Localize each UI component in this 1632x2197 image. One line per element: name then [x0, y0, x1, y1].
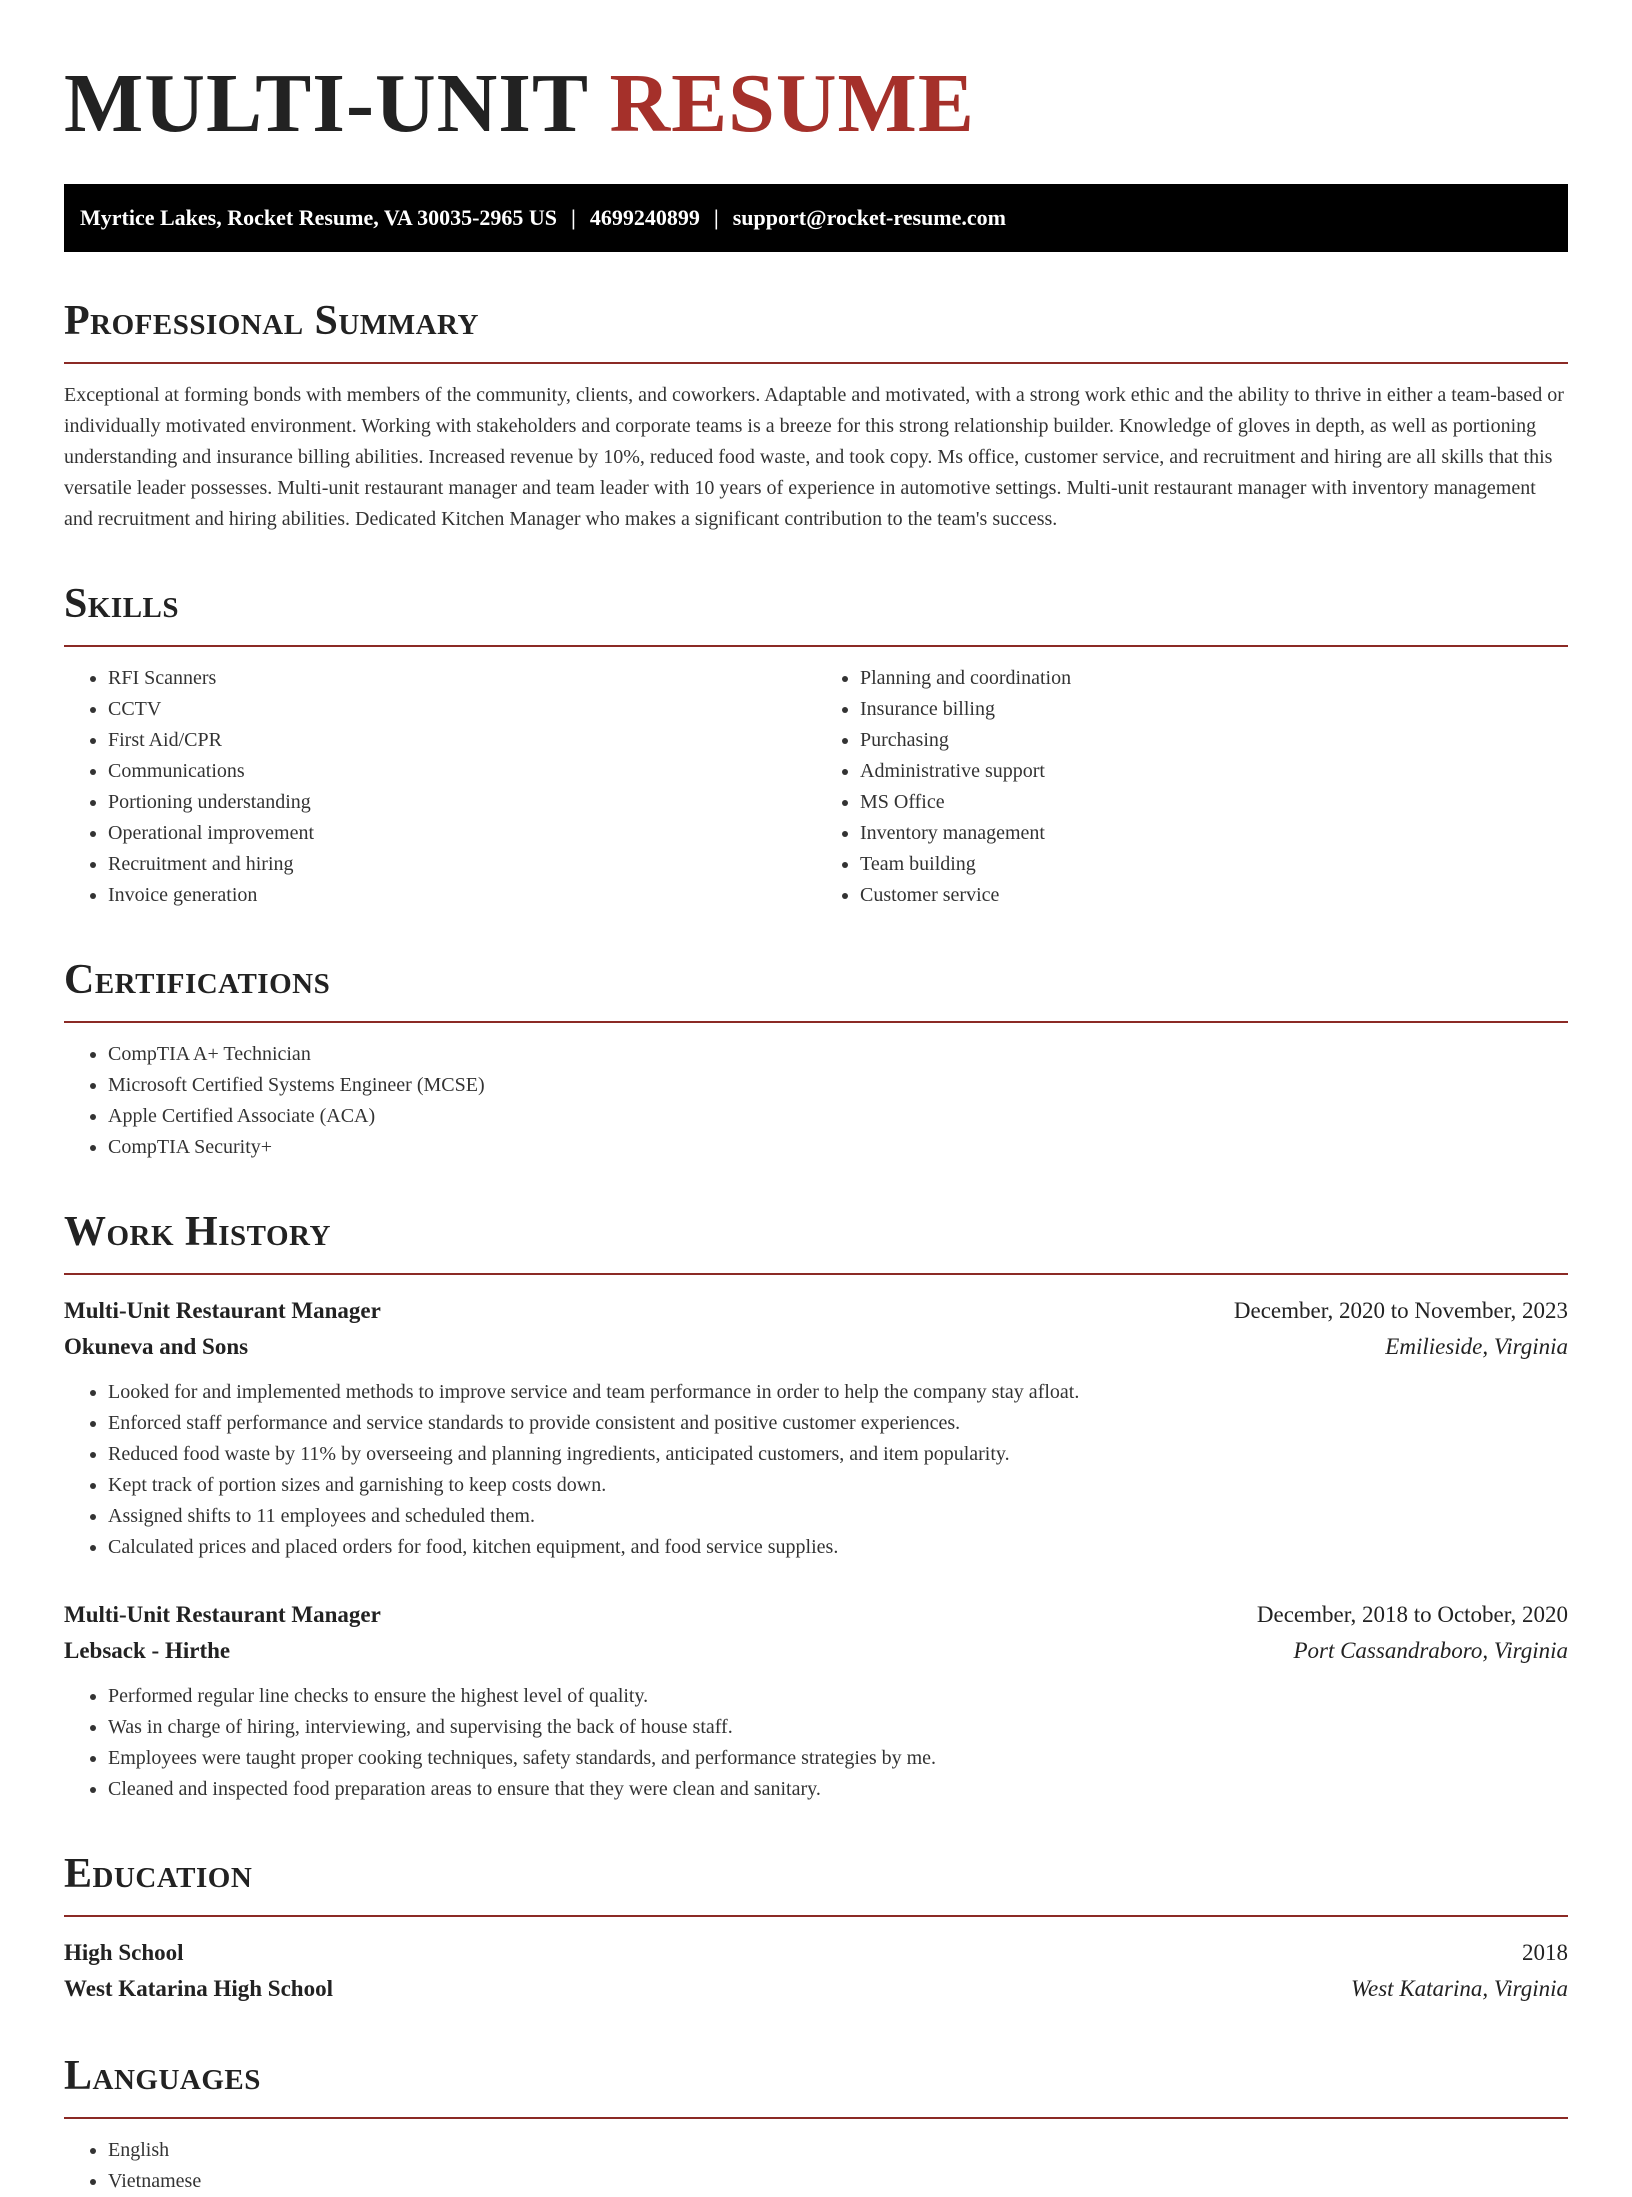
job-location: Port Cassandraboro, Virginia: [1293, 1638, 1568, 1663]
certifications-heading: Certifications: [64, 957, 331, 1003]
job-duty: • Enforced staff performance and service standards to provide consistent and positive customer experiences.: [108, 1408, 1568, 1439]
skill-item: • Recruitment and hiring: [108, 849, 816, 880]
job-role: Multi-Unit Restaurant Manager: [64, 1602, 381, 1627]
contact-email: support@rocket-resume.com: [732, 205, 1006, 230]
title-second-word: RESUME: [609, 57, 975, 150]
skill-item: • Communications: [108, 756, 816, 787]
skill-item: • CCTV: [108, 694, 816, 725]
certification-item: • CompTIA Security+: [108, 1132, 1568, 1163]
education-heading: Education: [64, 1851, 253, 1897]
job-duty: • Reduced food waste by 11% by overseeing and planning ingredients, anticipated customers, and item popularity.: [108, 1439, 1568, 1470]
skill-item: • Invoice generation: [108, 880, 816, 911]
job-company-row: [64, 1633, 1568, 1669]
skill-item: • Insurance billing: [860, 694, 1568, 725]
languages-heading: Languages: [64, 2053, 261, 2099]
skills-heading: Skills: [64, 581, 180, 627]
certification-item: • Microsoft Certified Systems Engineer (MCSE): [108, 1070, 1568, 1101]
section-divider: [64, 1915, 1568, 1917]
education-school: West Katarina High School: [64, 1976, 333, 2001]
section-divider: [64, 362, 1568, 364]
job-duty: • Calculated prices and placed orders for food, kitchen equipment, and food service supplies.: [108, 1532, 1568, 1563]
job-duties-list: [64, 1377, 1568, 1563]
job-header-row: [64, 1293, 1568, 1329]
job-entry: [64, 1597, 1568, 1805]
skill-item: • Customer service: [860, 880, 1568, 911]
job-company-row: [64, 1329, 1568, 1365]
job-dates: December, 2020 to November, 2023: [1233, 1298, 1568, 1323]
skill-item: • Portioning understanding: [108, 787, 816, 818]
title-first-word: MULTI-UNIT: [64, 57, 588, 150]
job-company: Okuneva and Sons: [64, 1334, 249, 1359]
contact-separator: |: [713, 205, 719, 230]
contact-phone: 4699240899: [589, 205, 700, 230]
language-item: • English: [108, 2135, 1568, 2166]
skill-item: • Planning and coordination: [860, 663, 1568, 694]
skills-list-left: [64, 663, 816, 911]
job-duty: • Looked for and implemented methods to improve service and team performance in order to help the company stay afloat.: [108, 1377, 1568, 1408]
job-duty: • Performed regular line checks to ensure the highest level of quality.: [108, 1681, 1568, 1712]
skill-item: • Administrative support: [860, 756, 1568, 787]
job-duty: • Kept track of portion sizes and garnishing to keep costs down.: [108, 1470, 1568, 1501]
education-year: 2018: [1522, 1940, 1568, 1965]
skill-item: • RFI Scanners: [108, 663, 816, 694]
certification-item: • Apple Certified Associate (ACA): [108, 1101, 1568, 1132]
section-divider: [64, 2117, 1568, 2119]
skills-columns: [64, 647, 1568, 911]
education-location: West Katarina, Virginia: [1350, 1976, 1568, 2001]
resume-title: [64, 0, 1568, 150]
job-location: Emilieside, Virginia: [1385, 1334, 1568, 1359]
job-dates: December, 2018 to October, 2020: [1256, 1602, 1568, 1627]
job-header-row: [64, 1597, 1568, 1633]
job-duties-list: [64, 1681, 1568, 1805]
job-duty: • Employees were taught proper cooking techniques, safety standards, and performance strategies by me.: [108, 1743, 1568, 1774]
section-divider: [64, 1273, 1568, 1275]
education-school-row: [64, 1971, 1568, 2007]
education-entry: [64, 1935, 1568, 2007]
education-degree-row: [64, 1935, 1568, 1971]
job-duty: • Assigned shifts to 11 employees and scheduled them.: [108, 1501, 1568, 1532]
summary-text: Exceptional at forming bonds with members of the community, clients, and coworkers. Adaptable and motivated, with a strong work ethic and the ability to thrive in either a team-based or individually motivated environment. Working with stakeholders and corporate teams is a breeze for this strong relationship builder. Knowledge of gloves in depth, as well as portioning understanding and insurance billing abilities. Increased revenue by 10%, reduced food waste, and took copy. Ms office, customer service, and recruitment and hiring are all skills that this versatile leader possesses. Multi-unit restaurant manager and team leader with 10 years of experience in automotive settings. Multi-unit restaurant manager with inventory management and recruitment and hiring abilities. Dedicated Kitchen Manager who makes a significant contribution to the team's success.: [64, 384, 1564, 530]
section-divider: [64, 1021, 1568, 1023]
language-item: • Vietnamese: [108, 2166, 1568, 2197]
skill-item: • Inventory management: [860, 818, 1568, 849]
contact-bar: [64, 184, 1568, 252]
education-degree: High School: [64, 1940, 184, 1965]
certifications-list: [64, 1039, 1568, 1163]
certification-item: • CompTIA A+ Technician: [108, 1039, 1568, 1070]
skill-item: • MS Office: [860, 787, 1568, 818]
skills-list-right: [816, 663, 1568, 911]
work-history-heading: Work History: [64, 1209, 331, 1255]
contact-address: Myrtice Lakes, Rocket Resume, VA 30035-2965 US: [80, 205, 558, 230]
skill-item: • Purchasing: [860, 725, 1568, 756]
contact-separator: |: [571, 205, 576, 230]
skill-item: • Team building: [860, 849, 1568, 880]
job-company: Lebsack - Hirthe: [64, 1638, 231, 1663]
job-duty: • Was in charge of hiring, interviewing, and supervising the back of house staff.: [108, 1712, 1568, 1743]
job-role: Multi-Unit Restaurant Manager: [64, 1298, 381, 1323]
skill-item: • First Aid/CPR: [108, 725, 816, 756]
summary-heading: Professional Summary: [64, 298, 479, 344]
languages-list: [64, 2135, 1568, 2197]
job-duty: • Cleaned and inspected food preparation areas to ensure that they were clean and sanitary.: [108, 1774, 1568, 1805]
job-entry: [64, 1293, 1568, 1563]
skill-item: • Operational improvement: [108, 818, 816, 849]
